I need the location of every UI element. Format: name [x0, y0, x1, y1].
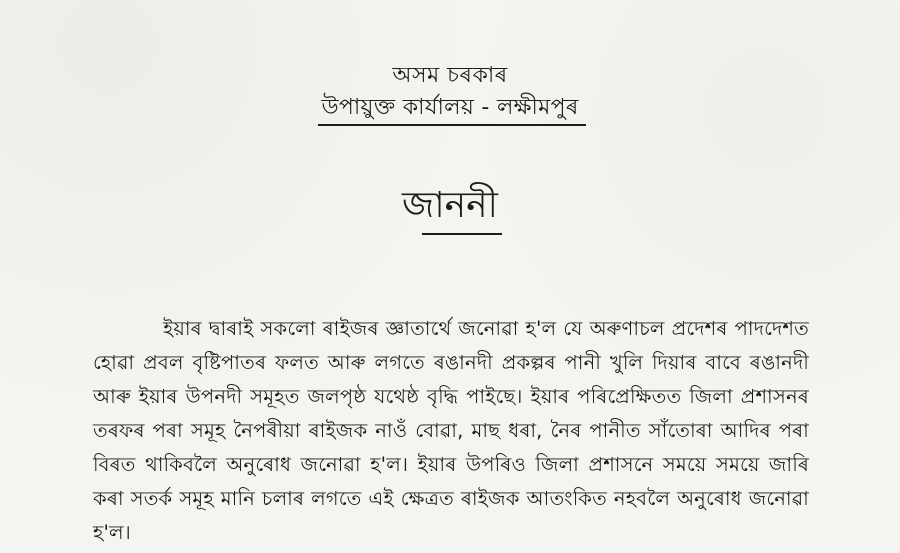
notice-title: জাননী [402, 185, 498, 226]
notice-body: ইয়াৰ দ্বাৰাই সকলো ৰাইজৰ জ্ঞাতাৰ্থে জনোৱা হ'ল যে অৰুণাচল প্ৰদেশৰ পাদদেশত হোৱা প্ৰবল বৃষ্টিপাতৰ ফলত আৰু লগতে ৰঙানদী প্ৰকল্পৰ পানী খুলি দিয়াৰ বাবে ৰঙানদী আৰু ইয়াৰ উপনদী সমূহত জলপৃষ্ঠ যথেষ্ঠ বৃদ্ধি পাইছে। ইয়াৰ পৰিপ্ৰেক্ষিতত জিলা প্ৰশাসনৰ তৰফৰ পৰা সমূহ নৈপৰীয়া ৰাইজক নাওঁ বোৱা, মাছ ধৰা, নৈৰ পানীত সাঁতোৰা আদিৰ পৰা বিৰত থাকিবলৈ অনুৰোধ জনোৱা হ'ল। ইয়াৰ উপৰিও জিলা প্ৰশাসনে সময়ে সময়ে জাৰি কৰা সতৰ্ক সমূহ মানি চলাৰ লগতে এই ক্ষেত্ৰত ৰাইজক আতংকিত নহবলৈ অনুৰোধ জনোৱা হ'ল। [93, 316, 809, 544]
government-heading: অসম চৰকাৰ [392, 63, 508, 88]
title-underline [422, 233, 502, 235]
header-underline [318, 124, 586, 126]
office-heading: উপায়ুক্ত কাৰ্যালয় - লক্ষীমপুৰ [321, 95, 579, 120]
